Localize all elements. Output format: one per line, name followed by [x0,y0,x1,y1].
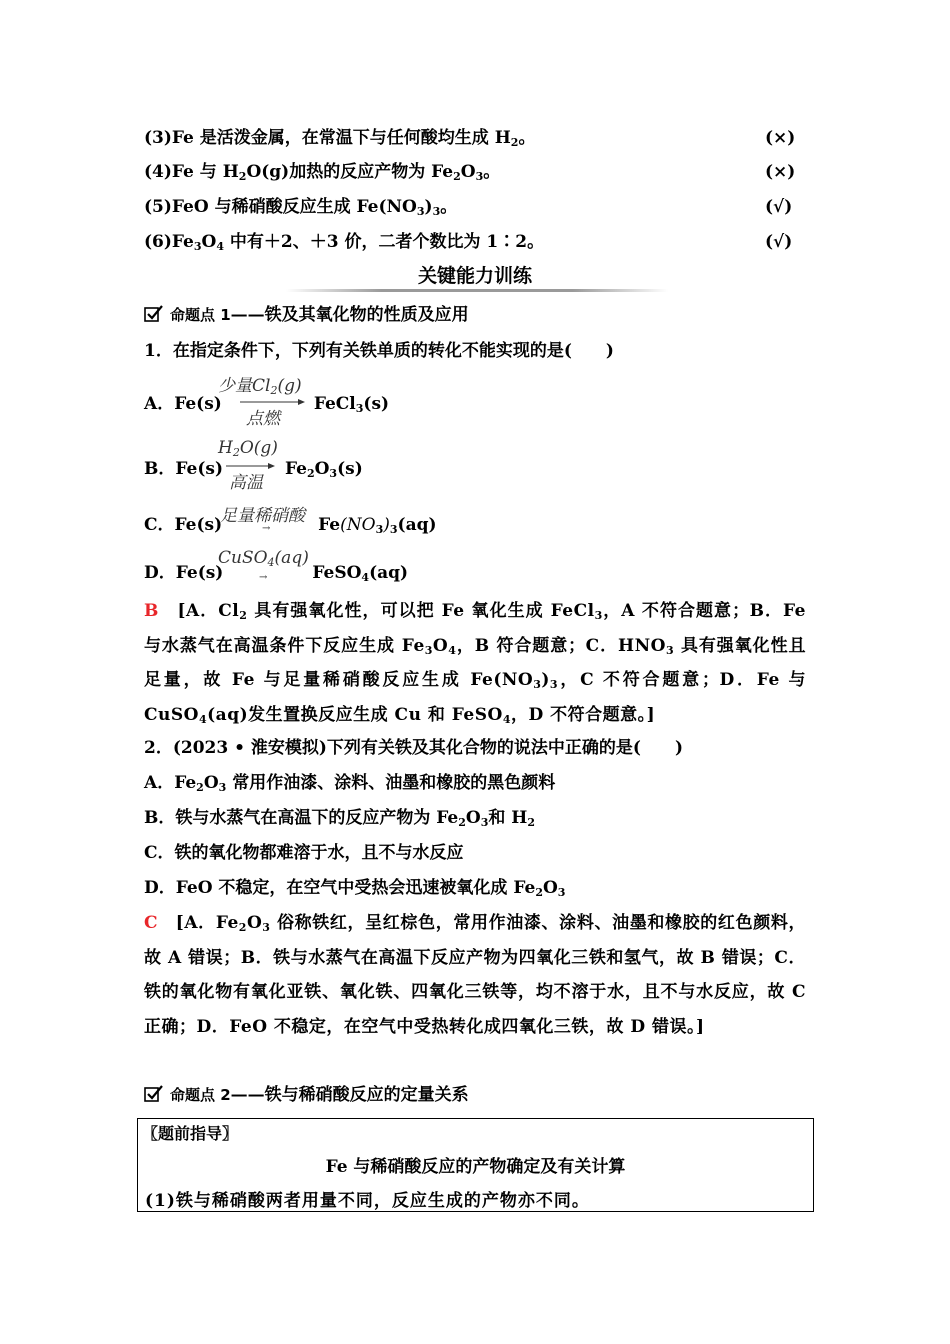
option-a-product-state: (s) [363,394,390,414]
topic-text: 铁与稀硝酸反应的定量关系 [264,1085,469,1105]
topic-dash: —— [230,305,265,325]
option-c-label: C．Fe(s) [144,515,223,535]
question-1-stem: 1．在指定条件下，下列有关铁单质的转化不能实现的是( ) [144,341,614,361]
question-2-option-a: A．$Fe_2O_3$ 常用作油漆、涂料、油墨和橡胶的黑色颜料 [144,773,556,794]
option-a-label: A．Fe(s) [144,394,222,414]
judgment-3 [144,126,535,150]
subscript: 4 [361,571,370,584]
judgment-4-mark: (×) [765,162,796,182]
topic-dash: —— [230,1085,265,1105]
option-d-label: D．Fe(s) [144,563,224,583]
subscript: 2 [527,816,536,829]
product-text: O [314,459,330,479]
cond-text: (aq) [274,548,309,568]
subscript: 2 [458,816,466,829]
option-b-product-state: (s) [337,459,363,479]
topic-2-heading [144,1083,469,1107]
question-2-option-d: D．FeO 不稳定，在空气中受热会迅速被氧化成 $Fe_2O_3$ [144,878,566,899]
option-b-condition-top [218,438,278,458]
option-b-product: Fe [284,459,307,479]
section-title-rule [286,289,668,292]
subscript: 2 [270,384,278,397]
judgment-3-end: 。 [518,128,536,148]
subscript: 3 [389,523,398,536]
option-text: 和 H [488,808,528,828]
small-arrow-icon: → [262,523,271,534]
guidance-box [137,1118,814,1212]
option-c-product-state: (aq) [397,515,437,535]
judgment-5-mid: ) [424,197,433,217]
judgment-3-text: (3)Fe 是活泼金属，在常温下与任何酸均生成 H [144,128,511,148]
cond-text: (g) [277,376,302,396]
option-text: B．铁与水蒸气在高温下的反应产物为 Fe [144,808,459,828]
option-a-product: FeCl [313,394,356,414]
answer-1-letter: B [144,601,159,621]
small-arrow-icon: → [259,572,268,583]
checkbox-tick-icon [144,1085,164,1103]
option-d-product: FeSO [312,563,362,583]
answer-2-explanation: C [A．$Fe_2O_3$ 俗称铁红，呈红棕色，常用作油漆、涂料、油墨和橡胶的红色颜料，故 A 错误；B．铁与水蒸气在高温下反应产物为四氧化三铁和氢气，故 B 错误；C．铁的氧化物有氧化亚铁、氧化铁、四氧化三铁等，均不溶于水，且不与水反应，故 C 正确；D．FeO 不稳定，在空气中受热转化成四氧化三铁，故 D 错误。] [144,913,806,1037]
judgment-4: (4)Fe 与 $H_2O(g)$加热的反应产物为 $Fe_2O_3$。 [144,162,501,183]
subscript: 2 [232,446,240,459]
topic-number: 命题点 1 [170,306,231,324]
product-text: ) [383,515,390,535]
answer-2-letter: C [144,913,159,933]
guidance-box-title: Fe 与稀硝酸反应的产物确定及有关计算 [325,1157,626,1177]
subscript: 3 [432,205,441,218]
judgment-6-mark: (√) [765,232,793,252]
subscript: 3 [480,816,489,829]
section-title [0,261,950,288]
question-2-option-c: C．铁的氧化物都难溶于水，且不与水反应 [144,843,464,863]
option-a-condition-bottom: 点燃 [246,409,280,429]
guidance-box-head: 〖题前指导〗 [142,1124,239,1143]
judgment-5-end: 。 [440,197,458,217]
subscript: 3 [355,402,364,415]
cond-text: H [218,438,233,458]
subscript: 2 [510,136,519,149]
cond-text: CuSO [218,548,268,568]
judgment-5-text: (5)FeO 与稀硝酸反应生成 Fe(NO [144,197,417,217]
cond-text: O(g) [239,438,278,458]
subscript: 3 [375,523,384,536]
option-d-condition-top [218,548,309,568]
subscript: 2 [306,467,315,480]
subscript: 3 [329,467,338,480]
judgment-5 [144,195,457,219]
option-c-product: Fe [318,515,341,535]
option-c-condition-top: 足量稀硝酸 [220,506,305,526]
question-2-stem: 2．(2023 • 淮安模拟)下列有关铁及其化合物的说法中正确的是( ) [144,738,684,758]
guidance-box-text: (1)铁与稀硝酸两者用量不同，反应生成的产物亦不同。 [145,1191,590,1211]
checkbox-tick-icon [144,305,164,323]
topic-number: 命题点 2 [170,1086,231,1104]
option-b-condition-bottom: 高温 [229,473,263,493]
cond-text: 少量Cl [218,376,271,396]
subscript: 4 [267,556,275,569]
topic-1-heading [144,303,469,327]
judgment-3-mark: (×) [765,128,796,148]
option-a-condition-top [218,371,302,396]
option-text: O [465,808,481,828]
option-d-product-state: (aq) [369,563,409,583]
subscript: 3 [416,205,425,218]
judgment-6: $(6)Fe_3O_4$ 中有＋2、＋3 价，二者个数比为 1∶2。 [144,232,545,253]
judgment-5-mark: (√) [765,197,793,217]
answer-1-explanation: B [A．$Cl_2$ 具有强氧化性，可以把 Fe 氧化生成 FeCl$_3$，A 不符合题意；B．Fe 与水蒸气在高温条件下反应生成 $Fe_3O_4$，B 符合题意；C．$HNO_3$ 具有强氧化性且足量，故 Fe 与足量稀硝酸反应生成 $Fe(NO_3)_3$，C 不符合题意；D．Fe 与 CuSO$_4$(aq)发生置换反应生成 Cu 和 FeSO$_4$，D 不符合题意。] [144,601,807,726]
topic-text: 铁及其氧化物的性质及应用 [264,305,469,325]
section-title-text: 关键能力训练 [417,265,532,287]
product-italic: (NO [340,515,376,535]
option-b-label: B．Fe(s) [144,459,223,479]
question-2-option-b [144,806,535,830]
